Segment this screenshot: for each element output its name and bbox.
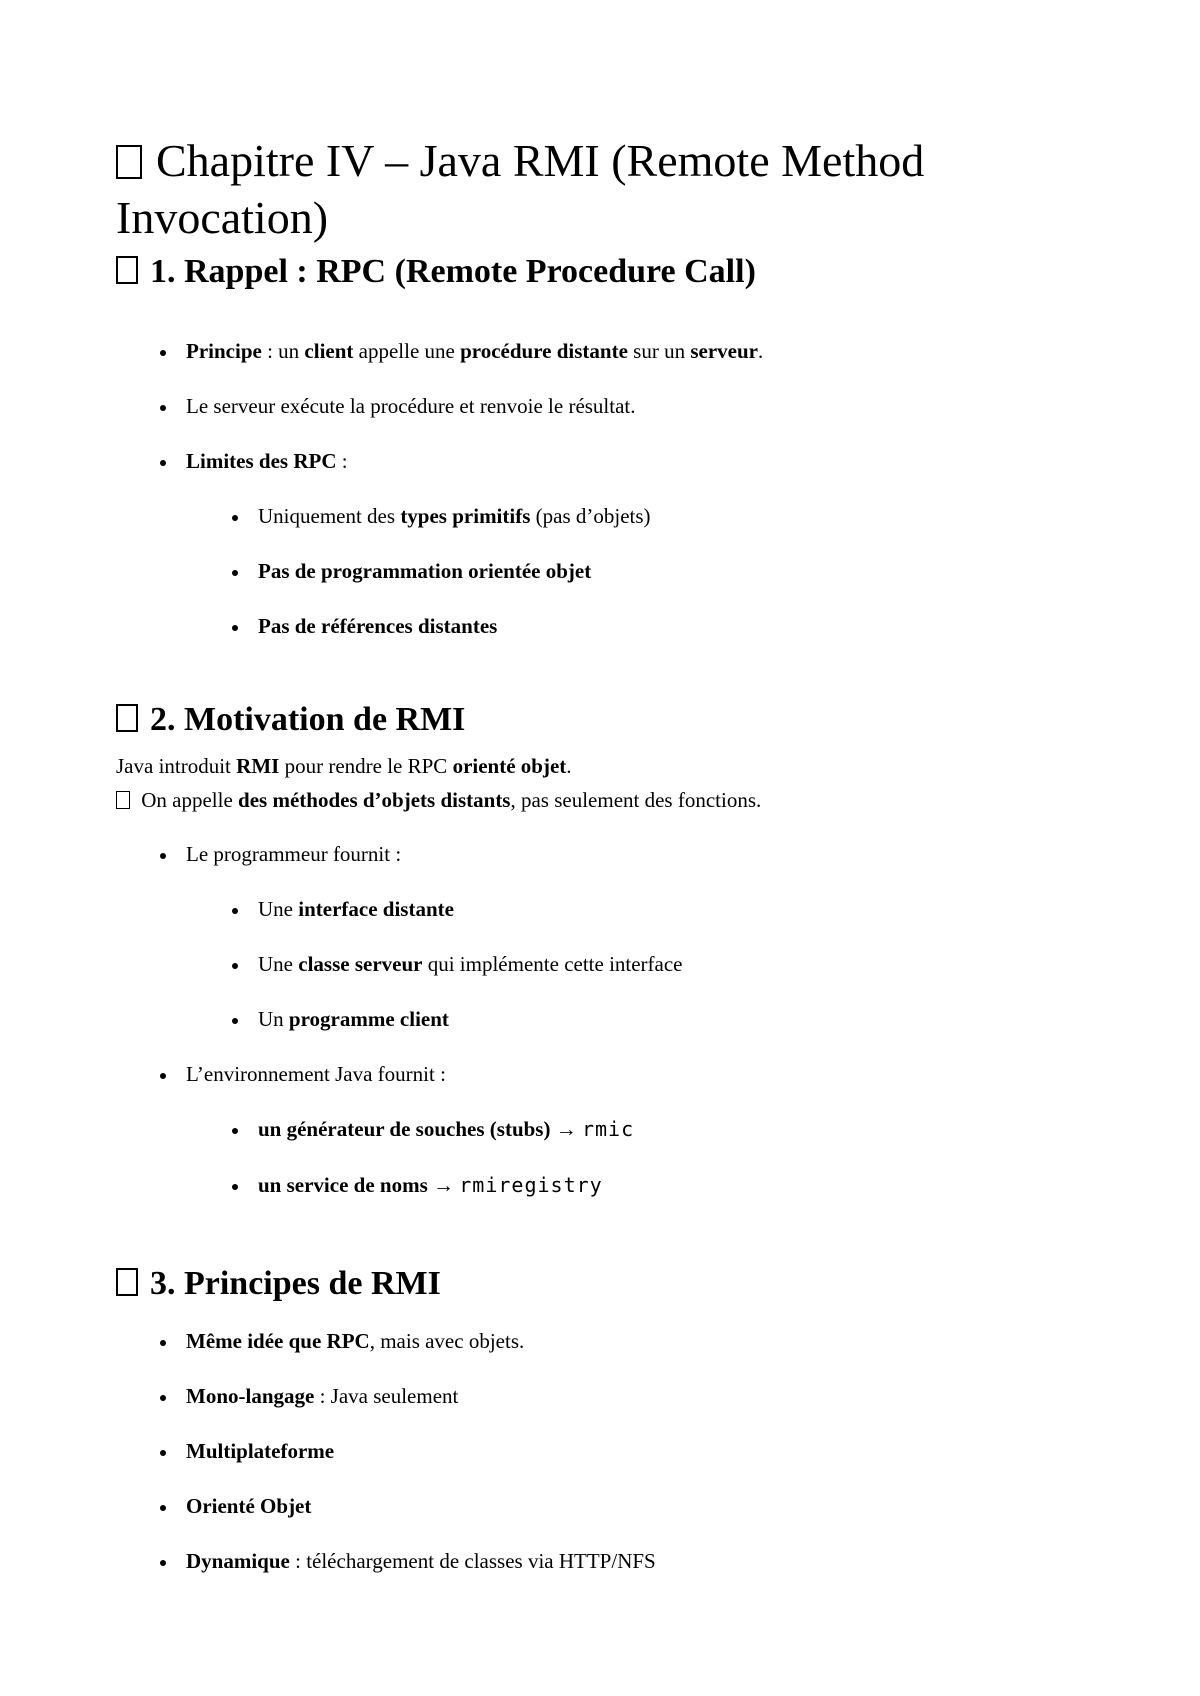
list-item: Pas de programmation orientée objet xyxy=(258,559,592,583)
section-heading-3: 3. Principes de RMI xyxy=(116,1264,441,1304)
list-item: Une interface distante xyxy=(258,897,454,921)
bullet-icon xyxy=(160,1340,166,1346)
missing-glyph-icon xyxy=(116,256,138,284)
list-item: Mono-langage : Java seulement xyxy=(186,1384,459,1408)
bullet-icon xyxy=(160,1560,166,1566)
bullet-icon xyxy=(232,625,238,631)
bullet-icon xyxy=(232,1018,238,1024)
missing-glyph-icon xyxy=(116,145,142,179)
list-item: Le programmeur fournit : xyxy=(186,842,402,866)
list-item: Le serveur exécute la procédure et renvoie le résultat. xyxy=(186,394,636,418)
list-item: un générateur de souches (stubs) → rmic xyxy=(258,1117,635,1141)
bullet-icon xyxy=(232,908,238,914)
bullet-icon xyxy=(232,963,238,969)
paragraph: On appelle des méthodes d’objets distants, pas seulement des fonctions. xyxy=(116,787,761,813)
bullet-icon xyxy=(232,1184,238,1190)
document-title xyxy=(116,132,1116,246)
bullet-icon xyxy=(160,1073,166,1079)
bullet-icon xyxy=(160,853,166,859)
list-item: Un programme client xyxy=(258,1007,449,1031)
list-item: Une classe serveur qui implémente cette interface xyxy=(258,952,683,976)
section-heading-2: 2. Motivation de RMI xyxy=(116,700,465,740)
bullet-icon xyxy=(160,1505,166,1511)
list-item: un service de noms → rmiregistry xyxy=(258,1173,603,1197)
bullet-icon xyxy=(160,1395,166,1401)
section-heading-1: 1. Rappel : RPC (Remote Procedure Call) xyxy=(116,252,756,292)
bullet-icon xyxy=(160,405,166,411)
list-item: L’environnement Java fournit : xyxy=(186,1062,446,1086)
list-item: Uniquement des types primitifs (pas d’objets) xyxy=(258,504,651,528)
bullet-icon xyxy=(160,1450,166,1456)
paragraph: Java introduit RMI pour rendre le RPC orienté objet. xyxy=(116,754,572,778)
list-item: Limites des RPC : xyxy=(186,449,348,473)
missing-glyph-icon xyxy=(116,791,130,809)
bullet-icon xyxy=(232,1128,238,1134)
bullet-icon xyxy=(232,570,238,576)
missing-glyph-icon xyxy=(116,1268,138,1296)
list-item: Même idée que RPC, mais avec objets. xyxy=(186,1329,525,1353)
title-text: Chapitre IV – Java RMI (Remote Method Invocation) xyxy=(116,135,925,243)
list-item: Dynamique : téléchargement de classes via HTTP/NFS xyxy=(186,1549,656,1573)
list-item: Orienté Objet xyxy=(186,1494,312,1518)
bullet-icon xyxy=(160,460,166,466)
list-item: Pas de références distantes xyxy=(258,614,498,638)
list-item: Principe : un client appelle une procédure distante sur un serveur. xyxy=(186,339,764,363)
bullet-icon xyxy=(160,350,166,356)
missing-glyph-icon xyxy=(116,704,138,732)
list-item: Multiplateforme xyxy=(186,1439,335,1463)
bullet-icon xyxy=(232,515,238,521)
